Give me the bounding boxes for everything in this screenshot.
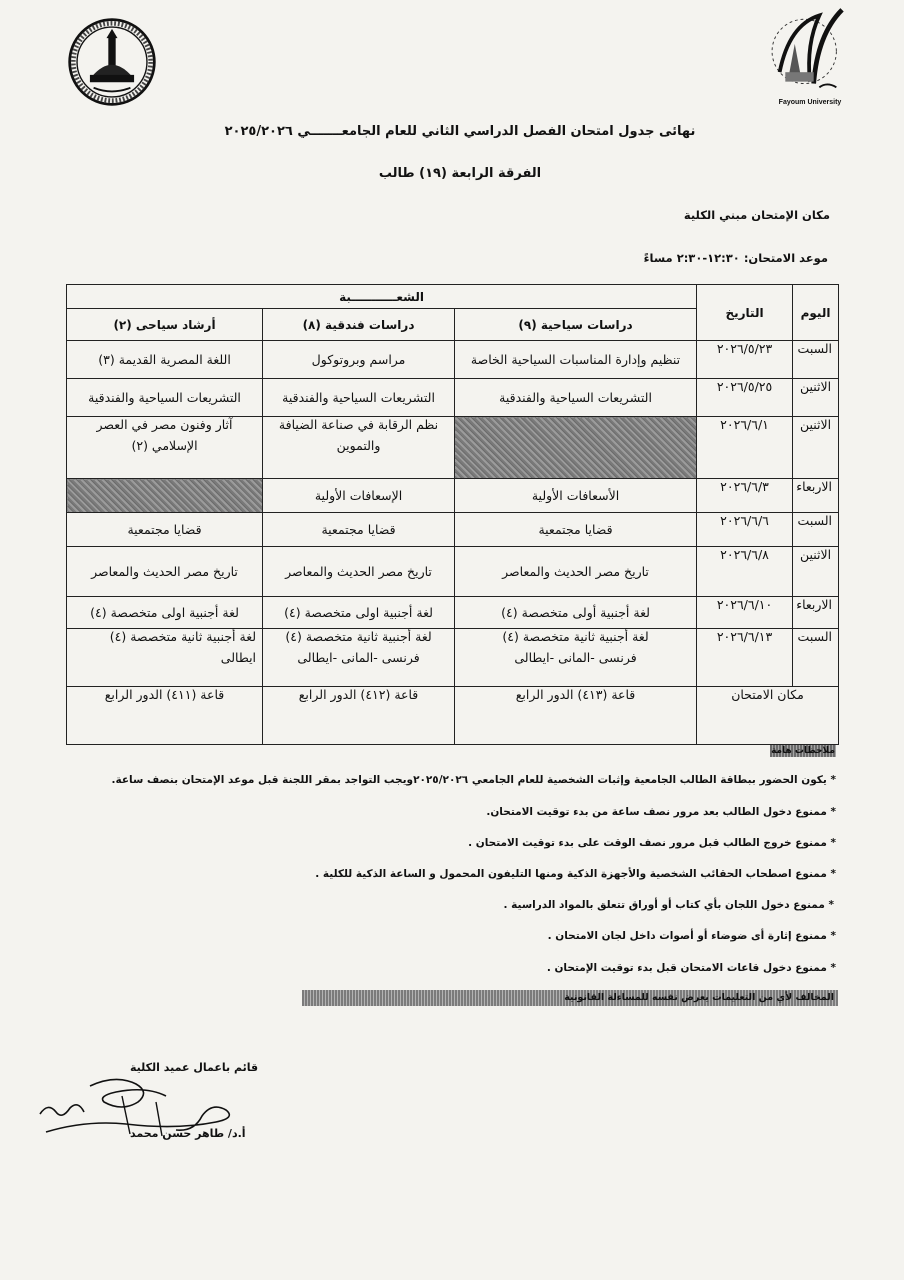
faculty-seal-logo [66, 16, 158, 108]
exam-place: مكان الإمتحان مبني الكلية [683, 208, 830, 222]
table-row [67, 379, 839, 417]
note-item: * ممنوع إثارة أى ضوضاء أو أصوات داخل لجان الامتحان . [547, 930, 836, 942]
row-cell [67, 417, 263, 479]
row-cell: تاريخ مصر الحديث والمعاصر [263, 547, 455, 597]
row-cell: تاريخ مصر الحديث والمعاصر [455, 547, 697, 597]
row-cell: قضايا مجتمعية [67, 513, 263, 547]
exam-schedule-table [66, 284, 839, 745]
signatory-name: أ.د/ طاهر حسن محمد [130, 1127, 246, 1140]
table-row [67, 513, 839, 547]
cell-line: لغة أجنبية ثانية متخصصة (٤) [502, 629, 649, 644]
row-cell: لغة أجنبية اولى متخصصة (٤) [263, 597, 455, 629]
note-item: * ممنوع دخول اللجان بأي كتاب أو أوراق تتعلق بالمواد الدراسية . [503, 899, 834, 911]
cell-line: فرنسى -المانى -ايطالى [297, 650, 420, 665]
header-day: اليوم [793, 285, 839, 341]
hall-cell: قاعة (٤١٣) الدور الرابع [455, 687, 697, 745]
cell-line: لغة أجنبية ثانية متخصصة (٤) [109, 629, 257, 644]
row-date: ٢٠٢٦/٦/١٠ [697, 597, 793, 629]
cell-line: ايطالى [220, 650, 257, 665]
cell-line: نظم الرقابة في صناعة الضيافة [278, 417, 439, 432]
row-day: الاثنين [793, 379, 839, 417]
division-hotel-studies: دراسات فندقية (٨) [263, 309, 455, 341]
row-cell: الأسعافات الأولية [455, 479, 697, 513]
cell-line: آثار وفنون مصر في العصر [96, 417, 233, 432]
division-tour-guidance: أرشاد سياحى (٢) [67, 309, 263, 341]
row-cell: اللغة المصرية القديمة (٣) [67, 341, 263, 379]
row-cell: التشريعات السياحية والفندقية [455, 379, 697, 417]
page-title: نهائى جدول امتحان الفصل الدراسي الثاني للعام الجامعـــــــي ٢٠٢٥/٢٠٢٦ [224, 124, 696, 139]
row-date: ٢٠٢٦/٦/٨ [697, 547, 793, 597]
row-date: ٢٠٢٦/٦/٦ [697, 513, 793, 547]
hall-cell: قاعة (٤١٢) الدور الرابع [263, 687, 455, 745]
cell-line: الإسلامي (٢) [131, 438, 198, 453]
cell-line: لغة أجنبية ثانية متخصصة (٤) [285, 629, 432, 644]
handwritten-signature [26, 1072, 246, 1152]
exam-place-label: مكان الامتحان [697, 687, 839, 745]
row-cell: الإسعافات الأولية [263, 479, 455, 513]
hall-cell: قاعة (٤١١) الدور الرابع [67, 687, 263, 745]
cell-line: والتموين [336, 438, 381, 453]
note-item: * ممنوع دخول الطالب بعد مرور نصف ساعة من بدء توقيت الامتحان. [486, 806, 836, 818]
row-cell: مراسم وبروتوكول [263, 341, 455, 379]
row-day: السبت [793, 341, 839, 379]
row-cell: لغة أجنبية اولى متخصصة (٤) [67, 597, 263, 629]
row-date: ٢٠٢٦/٥/٢٣ [697, 341, 793, 379]
row-cell: قضايا مجتمعية [263, 513, 455, 547]
university-name-en: Fayoum University [778, 99, 842, 106]
table-row [67, 629, 839, 687]
row-cell: التشريعات السياحية والفندقية [263, 379, 455, 417]
division-tourism-studies: دراسات سياحية (٩) [455, 309, 697, 341]
empty-shaded-cell [455, 417, 697, 479]
row-cell [263, 417, 455, 479]
row-day: الاربعاء [793, 479, 839, 513]
note-item: * ممنوع خروج الطالب قبل مرور نصف الوقت على بدء توقيت الامتحان . [468, 837, 836, 849]
row-day: السبت [793, 629, 839, 687]
notes-footer: المخالف لأي من التعليمات يعرض نفسه للمساءلة القانونية [302, 990, 838, 1006]
university-logo [760, 6, 856, 110]
row-day: الاثنين [793, 547, 839, 597]
table-row-exam-halls [67, 687, 839, 745]
note-item: * ممنوع دخول قاعات الامتحان قبل بدء توقيت الإمتحان . [546, 962, 836, 974]
cell-line: فرنسى -المانى -ايطالى [514, 650, 637, 665]
note-item: * يكون الحضور ببطاقة الطالب الجامعية وإثبات الشخصية للعام الجامعي ٢٠٢٥/٢٠٢٦ويجب التواجد بمقر اللجنة قبل موعد الإمتحان بنصف ساعة. [111, 774, 836, 786]
row-day: السبت [793, 513, 839, 547]
row-cell: لغة أجنبية أولى متخصصة (٤) [455, 597, 697, 629]
table-row [67, 417, 839, 479]
signatory-title: قائم باعمال عميد الكلية [130, 1061, 259, 1074]
row-cell [455, 629, 697, 687]
header-date: التاريخ [697, 285, 793, 341]
row-cell: التشريعات السياحية والفندقية [67, 379, 263, 417]
note-item: * ممنوع اصطحاب الحقائب الشخصية والأجهزة الذكية ومنها التليفون المحمول و الساعة الذكية للكلية . [315, 868, 836, 880]
exam-time: موعد الامتحان: ١٢:٣٠-٢:٣٠ مساءً [643, 251, 828, 265]
row-cell: تاريخ مصر الحديث والمعاصر [67, 547, 263, 597]
row-date: ٢٠٢٦/٥/٢٥ [697, 379, 793, 417]
table-row [67, 479, 839, 513]
row-cell: تنظيم وإدارة المناسبات السياحية الخاصة [455, 341, 697, 379]
header-division: الشعـــــــــــبة [67, 285, 697, 309]
row-date: ٢٠٢٦/٦/١ [697, 417, 793, 479]
row-day: الاربعاء [793, 597, 839, 629]
notes-heading: ملاحظات هامة [771, 746, 835, 756]
row-date: ٢٠٢٦/٦/١٣ [697, 629, 793, 687]
class-level: الفرقة الرابعة (١٩) طالب [378, 166, 542, 181]
row-day: الاثنين [793, 417, 839, 479]
table-row [67, 341, 839, 379]
row-cell: قضايا مجتمعية [455, 513, 697, 547]
table-row [67, 547, 839, 597]
empty-shaded-cell [67, 479, 263, 513]
row-cell [67, 629, 263, 687]
row-cell [263, 629, 455, 687]
row-date: ٢٠٢٦/٦/٣ [697, 479, 793, 513]
table-row [67, 597, 839, 629]
